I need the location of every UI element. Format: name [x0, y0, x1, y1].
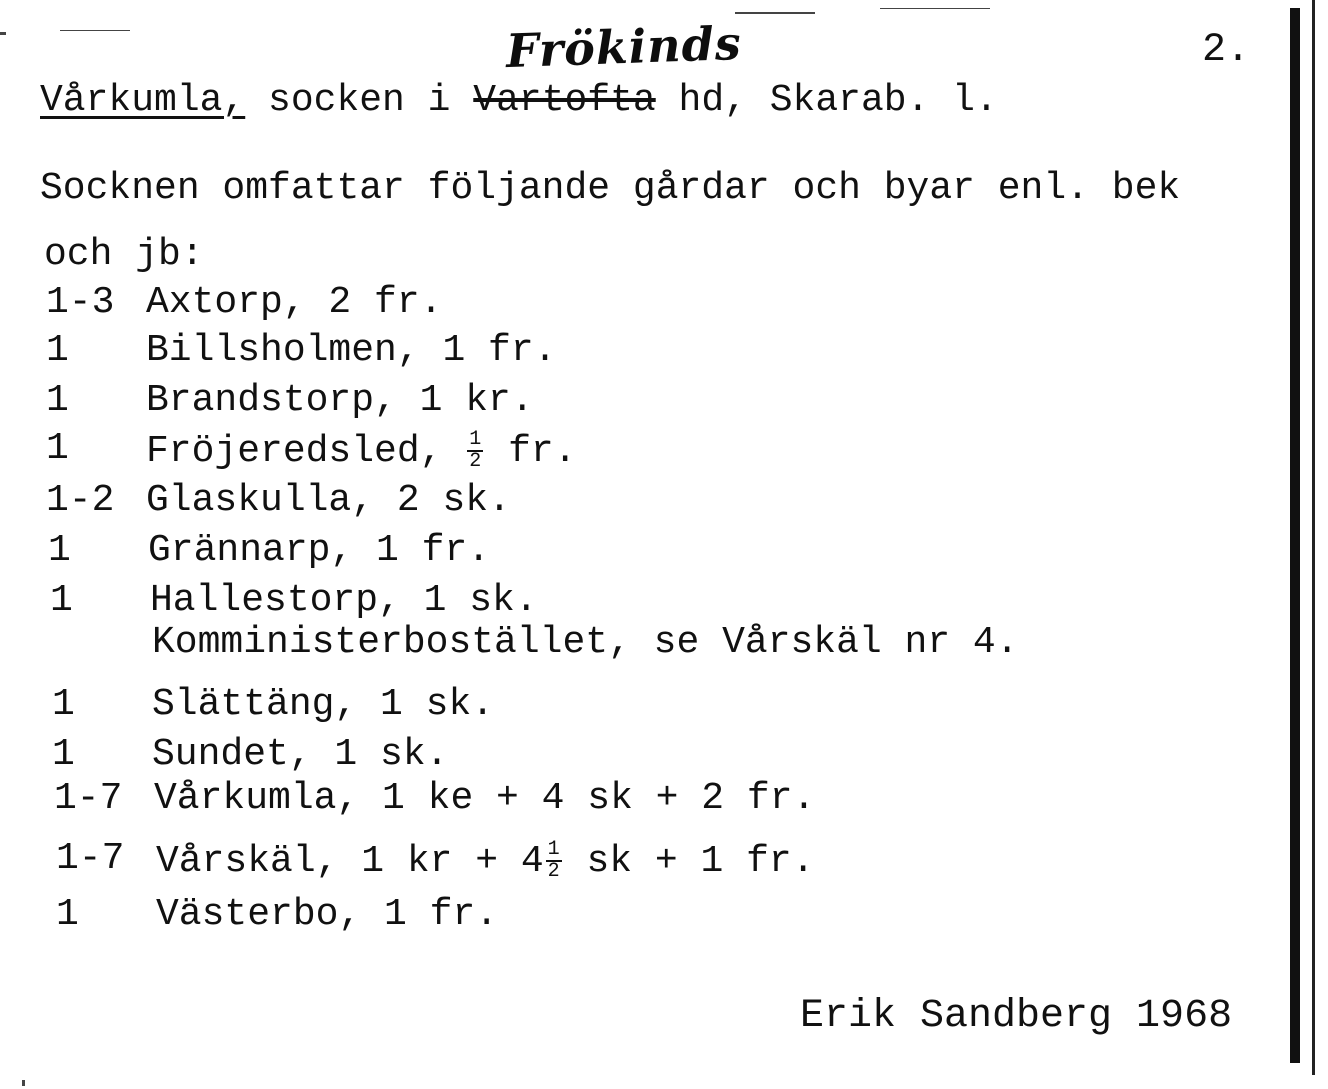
entry-number: 1: [46, 329, 69, 372]
card-right-edge: [1290, 8, 1300, 1063]
entry-number: 1-7: [54, 777, 123, 820]
entry-name: Brandstorp, 1 kr.: [146, 379, 534, 422]
entry-name: Hallestorp, 1 sk.: [150, 579, 538, 622]
fraction: $\frac{1}{2}$: [469, 428, 482, 473]
title-line: [40, 79, 998, 122]
card-outer-edge: [1312, 0, 1315, 1075]
entry-number: 1: [46, 379, 69, 422]
entry-number: 1-2: [46, 479, 115, 522]
entry-number: 1: [50, 579, 73, 622]
entry-name: Komministerbostället, se Vårskäl nr 4.: [152, 621, 1019, 664]
scan-speck: [0, 32, 6, 35]
handwritten-correction: Frökinds: [505, 15, 743, 79]
title-text-before: socken i: [245, 79, 474, 122]
parish-name: Vårkumla,: [40, 79, 246, 122]
entry-number: 1: [46, 427, 69, 470]
entry-name: Vårskäl, 1 kr + 4 $\frac{1}{2}$ sk + 1 fr.: [156, 838, 815, 884]
entry-name: Glaskulla, 2 sk.: [146, 479, 511, 522]
entry-number: 1-3: [46, 281, 115, 324]
title-text-after: hd, Skarab. l.: [655, 79, 998, 122]
farm-entry: [56, 893, 499, 1048]
intro-line-2: och jb:: [44, 233, 204, 276]
scan-speck: [22, 1080, 25, 1086]
struck-district: Vartofta: [473, 79, 656, 122]
entry-name: Slättäng, 1 sk.: [152, 683, 495, 726]
entry-name: Västerbo, 1 fr.: [156, 893, 499, 936]
entry-name: Sundet, 1 sk.: [152, 733, 449, 776]
fraction: $\frac{1}{2}$: [547, 838, 560, 883]
entry-name: Vårkumla, 1 ke + 4 sk + 2 fr.: [154, 777, 816, 820]
entry-number: 1: [56, 893, 79, 936]
entry-name: Billsholmen, 1 fr.: [146, 329, 557, 372]
page-number: 2.: [1202, 28, 1251, 73]
entry-name: Grännarp, 1 fr.: [148, 529, 491, 572]
intro-line-1: Socknen omfattar följande gårdar och byar enl. bek: [40, 167, 1181, 210]
entry-number: 1-7: [56, 837, 125, 880]
entry-number: 1: [52, 733, 75, 776]
entry-number: 1: [48, 529, 71, 572]
scan-speck: [880, 8, 990, 9]
scan-speck: [60, 30, 130, 31]
entry-name: Fröjeredsled, $\frac{1}{2}$ fr.: [146, 428, 577, 474]
entry-number: 1: [52, 683, 75, 726]
entry-name: Axtorp, 2 fr.: [146, 281, 443, 324]
scan-speck: [735, 12, 815, 14]
signature: Erik Sandberg 1968: [800, 994, 1233, 1039]
